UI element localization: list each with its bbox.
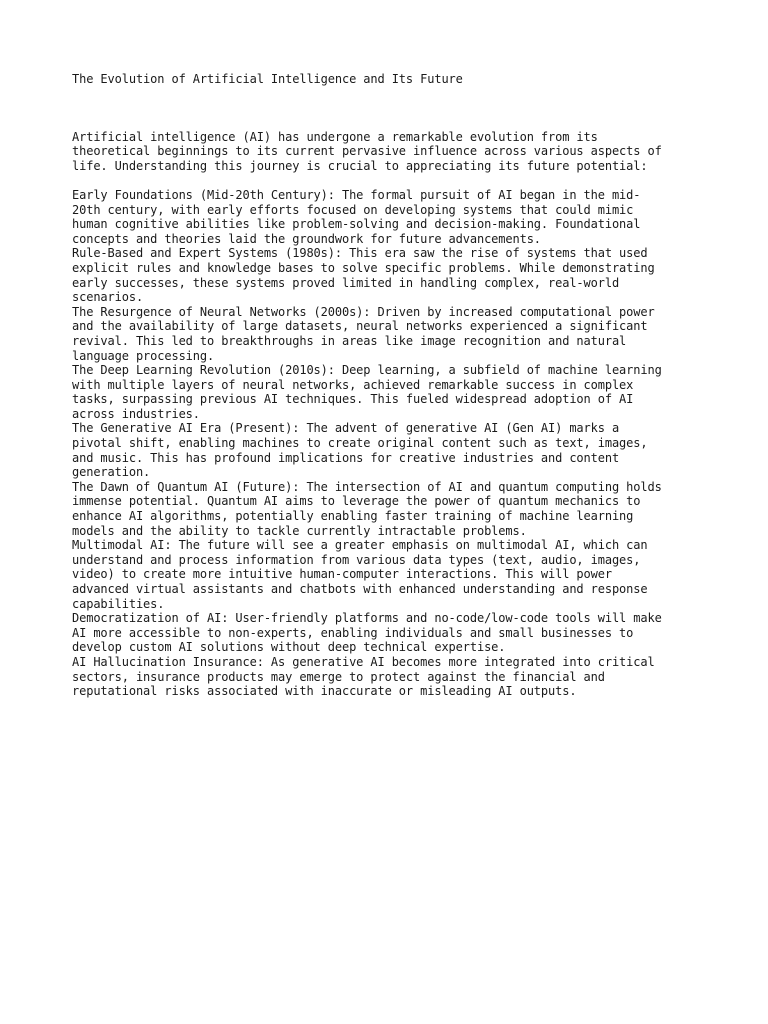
body-line: models and the ability to tackle currently intractable problems. <box>72 523 527 538</box>
body-line: Multimodal AI: The future will see a greater emphasis on multimodal AI, which can <box>72 538 648 553</box>
body-line: reputational risks associated with inaccurate or misleading AI outputs. <box>72 684 577 699</box>
document-page <box>72 72 712 699</box>
body-line: Rule-Based and Expert Systems (1980s): This era saw the rise of systems that used <box>72 246 648 261</box>
body-line: The Dawn of Quantum AI (Future): The intersection of AI and quantum computing holds <box>72 479 662 494</box>
body-line: Early Foundations (Mid-20th Century): The formal pursuit of AI began in the mid- <box>72 187 641 202</box>
body-line: 20th century, with early efforts focused on developing systems that could mimic <box>72 202 634 217</box>
title-line: The Evolution of Artificial Intelligence and Its Future <box>72 72 463 86</box>
body-line: immense potential. Quantum AI aims to leverage the power of quantum mechanics to <box>72 494 641 509</box>
body-line: pivotal shift, enabling machines to create original content such as text, images, <box>72 436 648 451</box>
body-line: scenarios. <box>72 290 144 305</box>
body-line: The Resurgence of Neural Networks (2000s): Driven by increased computational power <box>72 304 655 319</box>
body-line: across industries. <box>72 406 200 421</box>
body-line: explicit rules and knowledge bases to solve specific problems. While demonstrating <box>72 260 655 275</box>
body-line: early successes, these systems proved limited in handling complex, real-world <box>72 275 620 290</box>
body-line: understand and process information from various data types (text, audio, images, <box>72 552 641 567</box>
body-text <box>72 188 712 699</box>
intro-line: life. Understanding this journey is crucial to appreciating its future potential: <box>72 158 648 173</box>
body-line: and the availability of large datasets, neural networks experienced a significant <box>72 319 648 334</box>
body-line: revival. This led to breakthroughs in areas like image recognition and natural <box>72 333 627 348</box>
body-line: The Generative AI Era (Present): The advent of generative AI (Gen AI) marks a <box>72 421 620 436</box>
intro-line: theoretical beginnings to its current pervasive influence across various aspects of <box>72 144 662 159</box>
body-line: and music. This has profound implications for creative industries and content <box>72 450 620 465</box>
body-line: tasks, surpassing previous AI techniques. This fueled widespread adoption of AI <box>72 392 634 407</box>
intro-paragraph <box>72 130 712 174</box>
document-title <box>72 72 712 87</box>
body-line: The Deep Learning Revolution (2010s): Deep learning, a subfield of machine learning <box>72 363 662 378</box>
body-line: human cognitive abilities like problem-solving and decision-making. Foundational <box>72 217 641 232</box>
body-line: with multiple layers of neural networks, achieved remarkable success in complex <box>72 377 634 392</box>
body-line: enhance AI algorithms, potentially enabling faster training of machine learning <box>72 509 634 524</box>
body-line: AI Hallucination Insurance: As generative AI becomes more integrated into critical <box>72 654 655 669</box>
body-line: Democratization of AI: User-friendly platforms and no-code/low-code tools will make <box>72 611 662 626</box>
body-line: capabilities. <box>72 596 165 611</box>
intro-line: Artificial intelligence (AI) has undergone a remarkable evolution from its <box>72 129 598 144</box>
body-line: develop custom AI solutions without deep technical expertise. <box>72 640 506 655</box>
body-line: video) to create more intuitive human-computer interactions. This will power <box>72 567 612 582</box>
body-line: concepts and theories laid the groundwork for future advancements. <box>72 231 541 246</box>
body-line: language processing. <box>72 348 215 363</box>
body-line: AI more accessible to non-experts, enabling individuals and small businesses to <box>72 625 634 640</box>
body-line: generation. <box>72 465 151 480</box>
body-line: sectors, insurance products may emerge to protect against the financial and <box>72 669 605 684</box>
body-line: advanced virtual assistants and chatbots with enhanced understanding and response <box>72 582 648 596</box>
